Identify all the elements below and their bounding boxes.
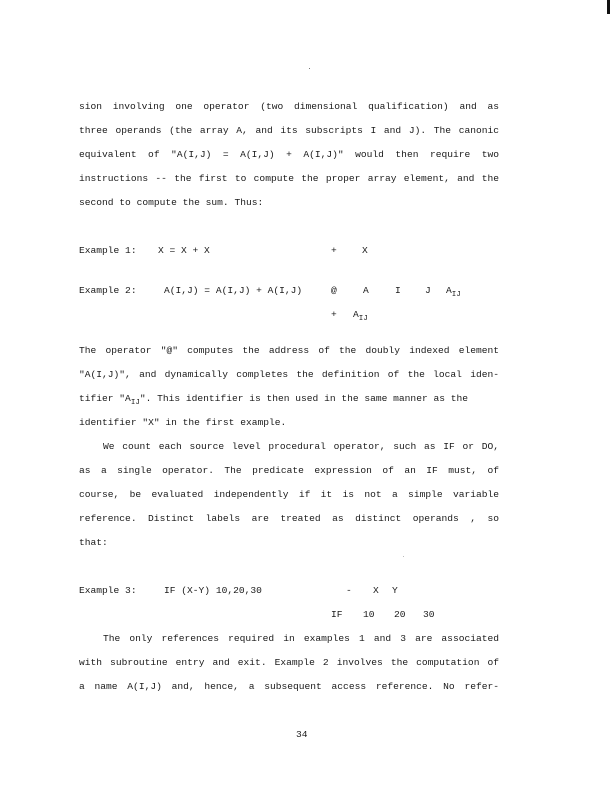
text-line: that: (79, 537, 108, 548)
example-1-operator: + (331, 245, 337, 256)
example-2-row2-operand: $A_{IJ}$ (353, 309, 368, 323)
text-line: The only references required in examples 1 and 3 are associated (103, 633, 499, 644)
example-2-expression: A(I,J) = A(I,J) + A(I,J) (164, 285, 303, 296)
example-1-expression: X = X + X (158, 245, 210, 256)
text-line: "A(I,J)", and dynamically completes the definition of the local iden- (79, 369, 499, 380)
text-line: course, be evaluated independently if it is not a simple variable (79, 489, 499, 500)
text-line: reference. Distinct labels are treated as distinct operands , so (79, 513, 499, 524)
example-3-token: 20 (394, 609, 406, 620)
text-line: instructions -- the first to compute the proper array element, and the (79, 173, 499, 184)
corner-mark (607, 0, 610, 14)
example-3-expression: IF (X-Y) 10,20,30 (164, 585, 262, 596)
text-line: second to compute the sum. Thus: (79, 197, 264, 208)
example-2-label: Example 2: (79, 285, 137, 296)
example-1-operand: X (362, 245, 368, 256)
example-3-label: Example 3: (79, 585, 137, 596)
example-1-label: Example 1: (79, 245, 137, 256)
example-2-row2-operator: + (331, 309, 337, 320)
scan-speck (403, 556, 404, 557)
text-line: identifier "X" in the first example. (79, 417, 287, 428)
example-3-token: Y (392, 585, 398, 596)
text-line: three operands (the array A, and its subscripts I and J). The canonic (79, 125, 499, 136)
text-line: We count each source level procedural operator, such as IF or DO, (103, 441, 499, 452)
example-2-token: I (395, 285, 401, 296)
text-line: sion involving one operator (two dimensional qualification) and as (79, 101, 499, 112)
text-line: with subroutine entry and exit. Example 2 involves the computation of (79, 657, 499, 668)
example-3-token: - (346, 585, 352, 596)
example-2-token: @ (331, 285, 337, 296)
text-line: equivalent of "A(I,J) = A(I,J) + A(I,J)" would then require two (79, 149, 499, 160)
page-number: 34 (296, 729, 308, 740)
scan-speck (309, 68, 310, 69)
example-2-token: J (425, 285, 431, 296)
example-2-token-subscripted: $A_{IJ}$ (446, 285, 461, 299)
text-line-with-subscript: tifier "$A_{IJ}$". This identifier is then used in the same manner as the (79, 393, 469, 407)
example-3-token: 30 (423, 609, 435, 620)
example-3-token: 10 (363, 609, 375, 620)
text-line: The operator "@" computes the address of the doubly indexed element (79, 345, 499, 356)
example-2-token: A (363, 285, 369, 296)
text-line: a name A(I,J) and, hence, a subsequent access reference. No refer- (79, 681, 499, 692)
example-3-token: X (373, 585, 379, 596)
text-line: as a single operator. The predicate expression of an IF must, of (79, 465, 499, 476)
example-3-token: IF (331, 609, 343, 620)
